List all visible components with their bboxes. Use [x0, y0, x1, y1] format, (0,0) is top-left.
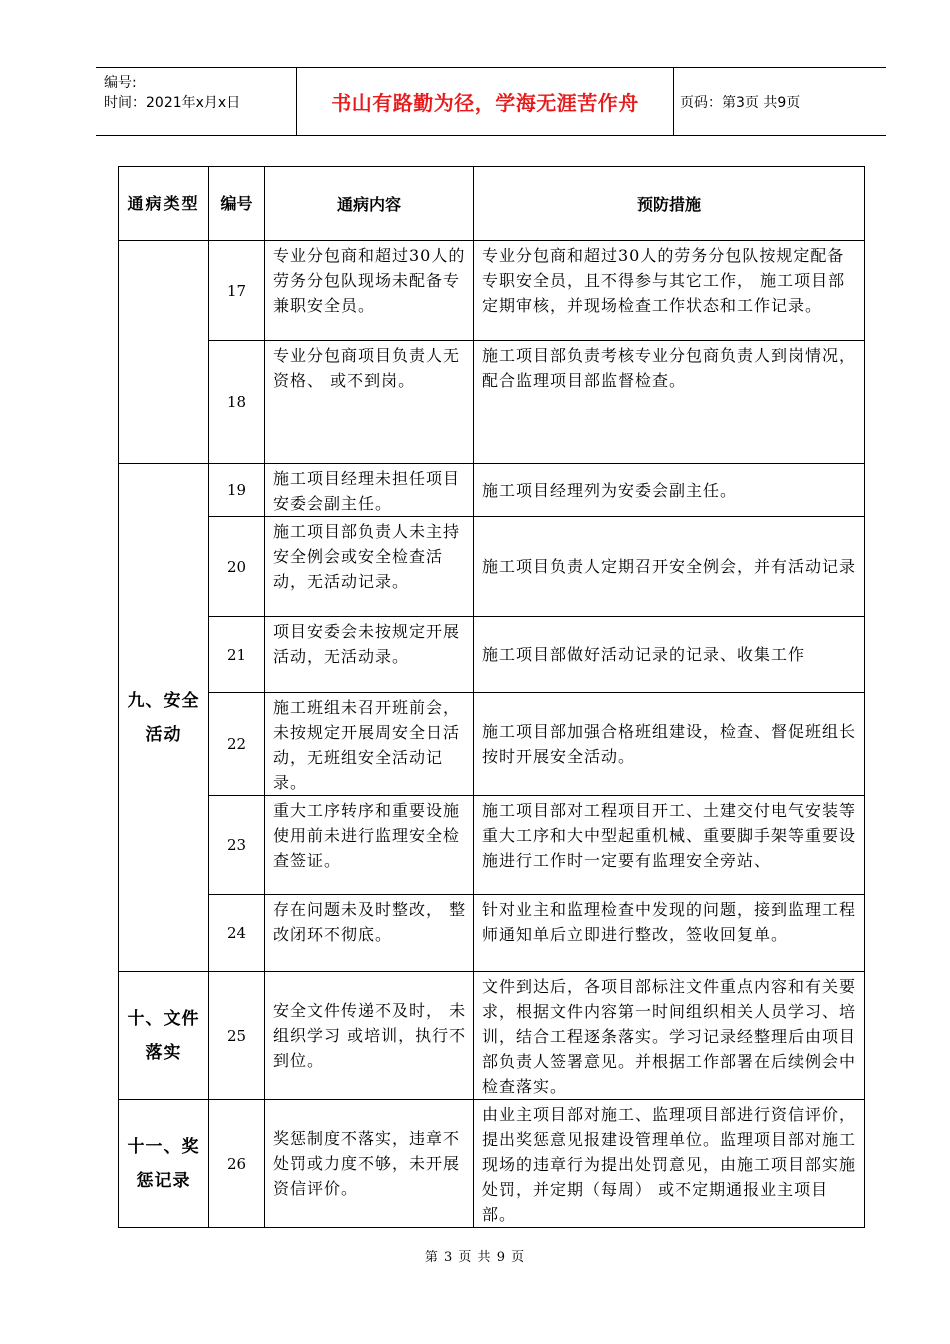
measure-cell: 专业分包商和超过30人的劳务分包队按规定配备专职安全员，且不得参与其它工作， 施工项目部定期审核，并现场检查工作状态和工作记录。	[474, 241, 865, 341]
row-number: 24	[209, 895, 265, 972]
table-row	[119, 464, 865, 517]
row-number: 18	[209, 341, 265, 464]
table-row	[119, 972, 865, 1100]
column-header-issue: 通病内容	[265, 167, 474, 241]
header-motto: 书山有路勤为径，学海无涯苦作舟	[331, 91, 639, 115]
table-header-row	[119, 167, 865, 241]
issue-cell: 施工项目经理未担任项目安委会副主任。	[265, 464, 474, 517]
header-meta	[96, 68, 296, 135]
table-row	[119, 241, 865, 341]
row-number: 17	[209, 241, 265, 341]
header-divider	[673, 68, 674, 135]
issue-cell: 安全文件传递不及时， 未组织学习 或培训，执行不到位。	[265, 972, 474, 1100]
column-header-category: 通病类型	[119, 167, 209, 241]
measure-cell: 施工项目负责人定期召开安全例会，并有活动记录	[474, 517, 865, 617]
page-footer: 第 3 页 共 9 页	[424, 1250, 526, 1265]
measure-cell: 施工项目部加强合格班组建设，检查、督促班组长按时开展安全活动。	[474, 693, 865, 796]
page-number-label: 页码：第3页 共9页	[680, 94, 801, 111]
measure-cell: 施工项目部对工程项目开工、土建交付电气安装等重大工序和大中型起重机械、重要脚手架等重要设施进行工作时一定要有监理安全旁站、	[474, 796, 865, 895]
defect-prevention-table	[118, 166, 865, 1228]
serial-label: 编号:	[104, 75, 137, 91]
table-row	[119, 1100, 865, 1228]
category-cell: 十一、奖惩记录	[119, 1100, 209, 1228]
column-header-measure: 预防措施	[474, 167, 865, 241]
category-cell: 十、文件落实	[119, 972, 209, 1100]
category-cell: 九、安全活动	[119, 464, 209, 972]
row-number: 19	[209, 464, 265, 517]
row-number: 26	[209, 1100, 265, 1228]
measure-cell: 针对业主和监理检查中发现的问题，接到监理工程师通知单后立即进行整改，签收回复单。	[474, 895, 865, 972]
measure-cell: 施工项目部负责考核专业分包商负责人到岗情况，配合监理项目部监督检查。	[474, 341, 865, 464]
table-row	[119, 796, 865, 895]
measure-cell: 施工项目部做好活动记录的记录、收集工作	[474, 617, 865, 693]
row-number: 22	[209, 693, 265, 796]
issue-cell: 存在问题未及时整改， 整改闭环不彻底。	[265, 895, 474, 972]
issue-cell: 专业分包商和超过30人的劳务分包队现场未配备专兼职安全员。	[265, 241, 474, 341]
row-number: 23	[209, 796, 265, 895]
table-row	[119, 693, 865, 796]
table-row	[119, 617, 865, 693]
measure-cell: 由业主项目部对施工、监理项目部进行资信评价，提出奖惩意见报建设管理单位。监理项目部对施工现场的违章行为提出处罚意见，由施工项目部实施处罚，并定期（每周） 或不定期通报业主项目部。	[474, 1100, 865, 1228]
column-header-number: 编号	[209, 167, 265, 241]
issue-cell: 重大工序转序和重要设施使用前未进行监理安全检查签证。	[265, 796, 474, 895]
issue-cell: 奖惩制度不落实，违章不处罚或力度不够，未开展资信评价。	[265, 1100, 474, 1228]
time-label: 时间：2021年x月x日	[104, 95, 241, 111]
row-number: 20	[209, 517, 265, 617]
measure-cell: 施工项目经理列为安委会副主任。	[474, 464, 865, 517]
issue-cell: 施工项目部负责人未主持安全例会或安全检查活动，无活动记录。	[265, 517, 474, 617]
page-header	[96, 67, 886, 136]
issue-cell: 项目安委会未按规定开展活动，无活动录。	[265, 617, 474, 693]
measure-cell: 文件到达后，各项目部标注文件重点内容和有关要求，根据文件内容第一时间组织相关人员学习、培训，结合工程逐条落实。学习记录经整理后由项目部负责人签署意见。并根据工作部署在后续例会中检查落实。	[474, 972, 865, 1100]
table-row	[119, 341, 865, 464]
issue-cell: 施工班组未召开班前会，未按规定开展周安全日活动，无班组安全活动记录。	[265, 693, 474, 796]
category-cell-blank	[119, 241, 209, 464]
row-number: 21	[209, 617, 265, 693]
issue-cell: 专业分包商项目负责人无资格、 或不到岗。	[265, 341, 474, 464]
table-row	[119, 895, 865, 972]
row-number: 25	[209, 972, 265, 1100]
table-row	[119, 517, 865, 617]
